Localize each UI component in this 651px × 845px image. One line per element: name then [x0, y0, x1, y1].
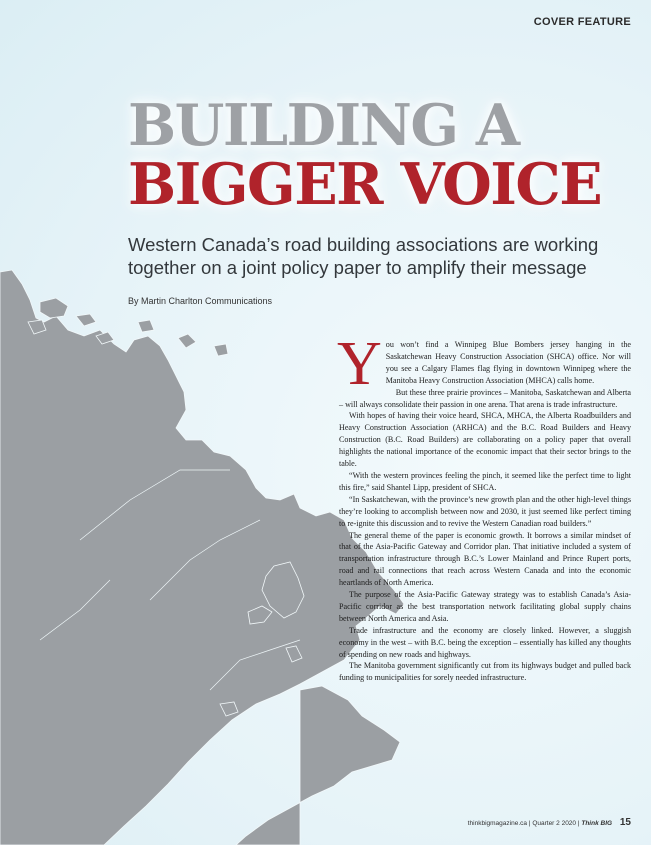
paragraph-text: ou won’t find a Winnipeg Blue Bombers jersey hanging in the Saskatchewan Heavy Construction Association (SHCA) office. Nor will you see a Calgary Flames flag flying in downtown Winnipeg where the Manitoba Heavy Construction Association (MHCA) calls home. [385, 340, 631, 385]
article-paragraph: The general theme of the paper is economic growth. It borrows a similar mindset of that of the Asia-Pacific Gateway and Corridor plan. That initiative included a system of transportation infrastructure through B.C.’s Lower Mainland and Prince Rupert ports, road and rail connections that reach across Western Canada and into the economic heartlands of North America. [339, 530, 631, 588]
article-paragraph: The Manitoba government significantly cut from its highways budget and pulled back funding to municipalities for sorely needed infrastructure. [339, 661, 631, 683]
article-paragraph: Trade infrastructure and the economy are closely linked. However, a sluggish economy in the west – with B.C. being the exception – essentially has killed any thoughts of spending on new roads and highways. [339, 625, 631, 659]
article-paragraph: “With the western provinces feeling the pinch, it seemed like the perfect time to light this fire,” said Shantel Lipp, president of SHCA. [339, 470, 631, 492]
headline-line-1: BUILDING A [128, 92, 519, 159]
article-paragraph: “In Saskatchewan, with the province’s new growth plan and the other high-level things they’re looking to accomplish between now and 2030, it just seemed like perfect timing to re-ignite this discussion and to revive the Western Canadian road builders.” [339, 494, 631, 528]
article-paragraph: But these three prairie provinces – Manitoba, Saskatchewan and Alberta – will always consolidate their passion in one arena. That arena is trade infrastructure. [339, 387, 631, 409]
article-body [337, 330, 631, 684]
page-footer: thinkbigmagazine.ca | Quarter 2 2020 | Think BIG 15 [467, 817, 631, 828]
drop-cap: Y [337, 330, 382, 398]
page-number: 15 [619, 817, 631, 828]
article-paragraph: With hopes of having their voice heard, SHCA, MHCA, the Alberta Roadbuilders and Heavy Construction Association (ARHCA) and the B.C. Road Builders and Heavy Construction (B.C. Road Builders) are collaborating on a policy paper that overall highlights the national importance of the economic impact that their sector brings to the table. [339, 411, 631, 469]
footer-magazine: Think BIG [581, 820, 613, 827]
subtitle: Western Canada’s road building associations are working together on a joint policy paper to amplify their message [128, 234, 599, 278]
footer-issue: Quarter 2 2020 [532, 820, 577, 827]
headline [128, 92, 602, 218]
footer-site: thinkbigmagazine.ca [467, 820, 527, 827]
article-paragraph: The purpose of the Asia-Pacific Gateway strategy was to establish Canada’s Asia-Pacific corridor as the best transportation network facilitating global supply chains between North America and Asia. [339, 590, 631, 623]
byline: By Martin Charlton Communications [128, 296, 273, 306]
section-label: COVER FEATURE [533, 16, 631, 28]
headline-line-2: BIGGER VOICE [128, 151, 602, 218]
